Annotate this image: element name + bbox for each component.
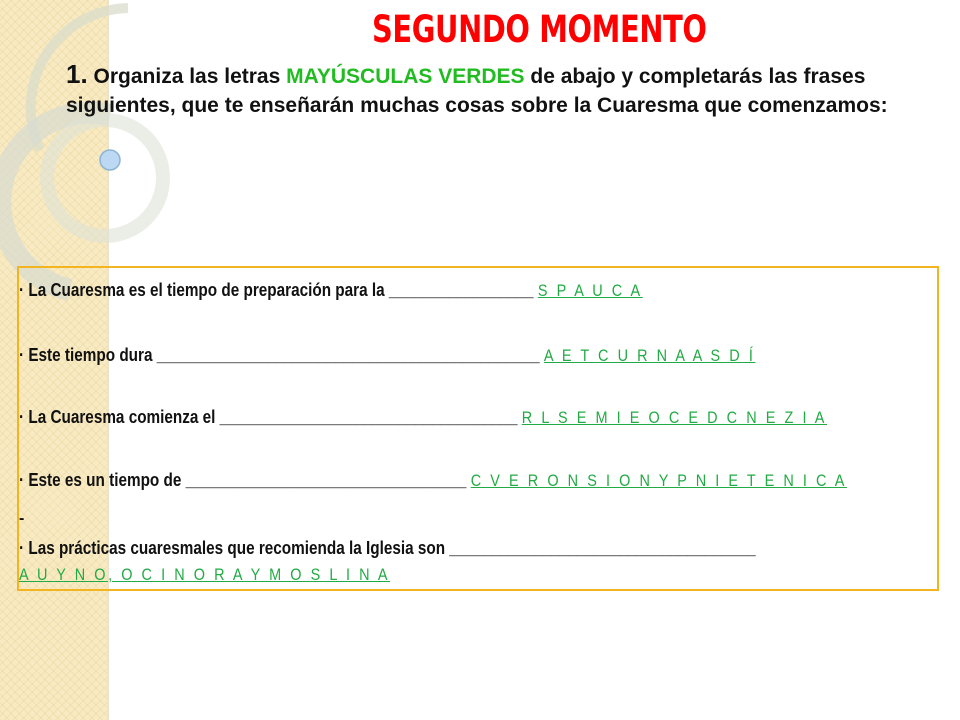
answer-blank: _________________ <box>388 280 534 300</box>
scrambled-answer: A E T C U R N A A S D Í <box>543 346 756 365</box>
exercise-item-5 <box>19 538 756 559</box>
instruction-text-after: de abajo y completarás las frases siguientes, que te enseñarán muchas cosas sobre la Cuaresma que comenzamos: <box>66 65 888 117</box>
answer-blank: _____________________________________________ <box>156 345 540 365</box>
item-prompt: · La Cuaresma comienza el <box>19 407 220 427</box>
scrambled-answer: R L S E M I E O C E D C N E Z I A <box>521 408 828 427</box>
exercise-item-5-answer-line <box>19 564 390 585</box>
item-prompt: · Este es un tiempo de <box>19 470 186 490</box>
item-prompt: · Las prácticas cuaresmales que recomienda la Iglesia son <box>19 538 450 558</box>
answer-blank: ____________________________________ <box>449 538 756 558</box>
page-title: SEGUNDO MOMENTO <box>372 8 707 51</box>
bubble-circle-icon <box>100 150 120 170</box>
exercise-item-1 <box>19 280 643 301</box>
decorative-arcs <box>0 0 200 310</box>
instruction-highlight: MAYÚSCULAS VERDES <box>286 65 525 88</box>
instruction-number: 1. <box>66 59 88 89</box>
item-prompt: · Este tiempo dura <box>19 345 157 365</box>
scrambled-answer: C V E R O N S I O N Y P N I E T E N I C A <box>470 471 847 490</box>
scrambled-answer: A U Y N O, O C I N O R A Y M O S L I N A <box>19 565 391 584</box>
item-prompt: · La Cuaresma es el tiempo de preparación para la <box>19 280 389 300</box>
exercise-item-3 <box>19 407 827 428</box>
answer-blank: ___________________________________ <box>219 407 518 427</box>
stray-mark: - <box>19 510 25 527</box>
answer-blank: _________________________________ <box>185 470 467 490</box>
exercise-item-2 <box>19 345 755 366</box>
instructions <box>66 60 960 120</box>
scrambled-answer: S P A U C A <box>537 281 643 300</box>
instruction-text-before: Organiza las letras <box>87 65 287 88</box>
exercise-item-4 <box>19 470 847 491</box>
